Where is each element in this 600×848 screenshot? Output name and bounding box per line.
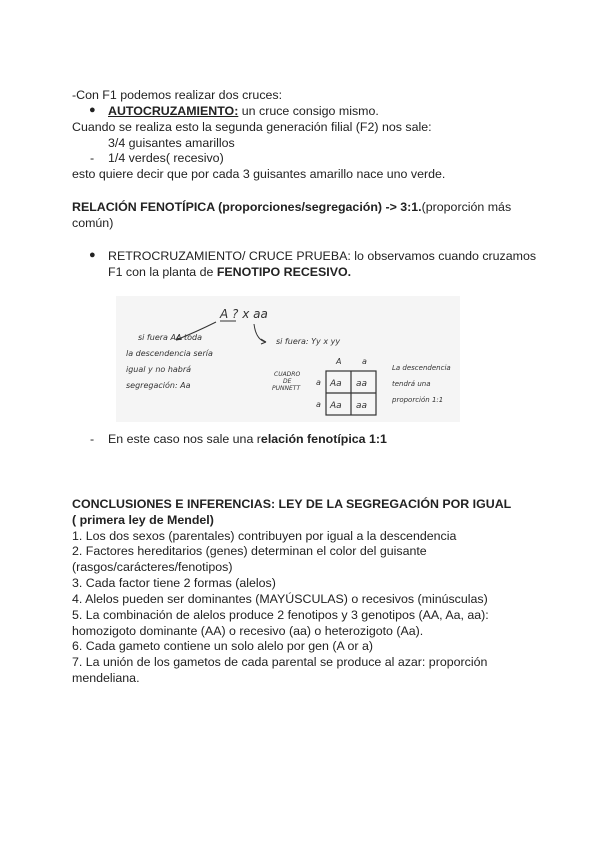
green-ratio: 1/4 verdes( recesivo) (108, 151, 224, 165)
meaning-line: esto quiere decir que por cada 3 guisantes amarillo nace uno verde. (72, 167, 446, 181)
cell-2: aa (356, 379, 368, 389)
case-bold: elación fenotípica 1:1 (260, 432, 387, 446)
bullet-dot: ● (89, 249, 96, 261)
autocruzamiento-term: AUTOCRUZAMIENTO: (108, 104, 239, 118)
retro-line-1: RETROCRUZAMIENTO/ CRUCE PRUEBA: lo observamos cuando cruzamos (108, 249, 537, 263)
conclusion-item: 3. Cada factor tiene 2 formas (alelos) (72, 576, 276, 590)
case-line (108, 432, 387, 447)
retro-bold: FENOTIPO RECESIVO. (216, 265, 352, 279)
dash-marker: - (90, 432, 95, 446)
conclusions-subtitle: ( primera ley de Mendel) (72, 513, 214, 527)
result-note-3: proporción 1:1 (392, 396, 444, 404)
conclusion-item: 2. Factores hereditarios (genes) determinan el color del guisante (72, 544, 427, 558)
conclusion-item: 5. La combinación de alelos produce 2 fenotipos y 3 genotipos (AA, Aa, aa): (72, 608, 489, 622)
conclusions-title: CONCLUSIONES E INFERENCIAS: LEY DE LA SEGREGACIÓN POR IGUAL (72, 497, 512, 511)
punnett-label-2: DE (283, 378, 292, 385)
conclusion-item: 4. Alelos pueden ser dominantes (MAYÚSCULAS) o recesivos (minúsculas) (72, 592, 488, 606)
right-if-note: si fuera: Yy x yy (276, 337, 341, 346)
intro-line: -Con F1 podemos realizar dos cruces: (72, 88, 283, 102)
punnett-diagram (116, 296, 460, 422)
autocruzamiento-desc: un cruce consigo mismo. (238, 104, 379, 118)
ratio-bold: RELACIÓN FENOTÍPICA (proporciones/segregación) -> 3:1. (72, 200, 422, 214)
cell-1: Aa (330, 379, 342, 389)
left-note-4: segregación: Aa (126, 381, 191, 390)
case-pre: En este caso nos sale una r (108, 432, 261, 446)
punnett-label-3: PUNNETT (272, 385, 301, 392)
cross-label: A ? x aa (220, 307, 268, 321)
result-note-1: La descendencia (392, 364, 451, 372)
conclusion-item: mendeliana. (72, 671, 140, 685)
ratio-rest-2: común) (72, 216, 114, 230)
retro-pre: F1 con la planta de (108, 265, 217, 279)
ratio-line (72, 200, 511, 215)
row-header-1: a (316, 378, 321, 387)
dash-marker: - (90, 151, 95, 165)
punnett-label-1: CUADRO (274, 371, 301, 378)
f2-line: Cuando se realiza esto la segunda generación filial (F2) nos sale: (72, 120, 432, 134)
conclusion-item: (rasgos/carácteres/fenotipos) (72, 560, 233, 574)
cell-3: Aa (330, 401, 342, 411)
arrow-right (254, 324, 266, 342)
conclusion-item: 1. Los dos sexos (parentales) contribuyen por igual a la descendencia (72, 529, 457, 543)
yellow-ratio: 3/4 guisantes amarillos (108, 136, 235, 150)
left-note-1: si fuera AA toda (138, 333, 202, 342)
bullet-dot: ● (89, 104, 96, 116)
row-header-2: a (316, 400, 321, 409)
col-header-a-lower: a (362, 357, 367, 366)
col-header-a-upper: A (336, 357, 342, 366)
left-note-2: la descendencia sería (126, 349, 213, 358)
ratio-rest: (proporción más (421, 200, 512, 214)
left-note-3: igual y no habrá (126, 365, 192, 374)
conclusion-item: 7. La unión de los gametos de cada parental se produce al azar: proporción (72, 655, 488, 669)
result-note-2: tendrá una (392, 380, 431, 388)
autocruzamiento-line (108, 104, 379, 119)
conclusion-item: homozigoto dominante (AA) o recesivo (aa) o heterozigoto (Aa). (72, 624, 424, 638)
conclusion-item: 6. Cada gameto contiene un solo alelo por gen (A or a) (72, 639, 374, 653)
cell-4: aa (356, 401, 368, 411)
retro-line-2 (108, 265, 351, 280)
